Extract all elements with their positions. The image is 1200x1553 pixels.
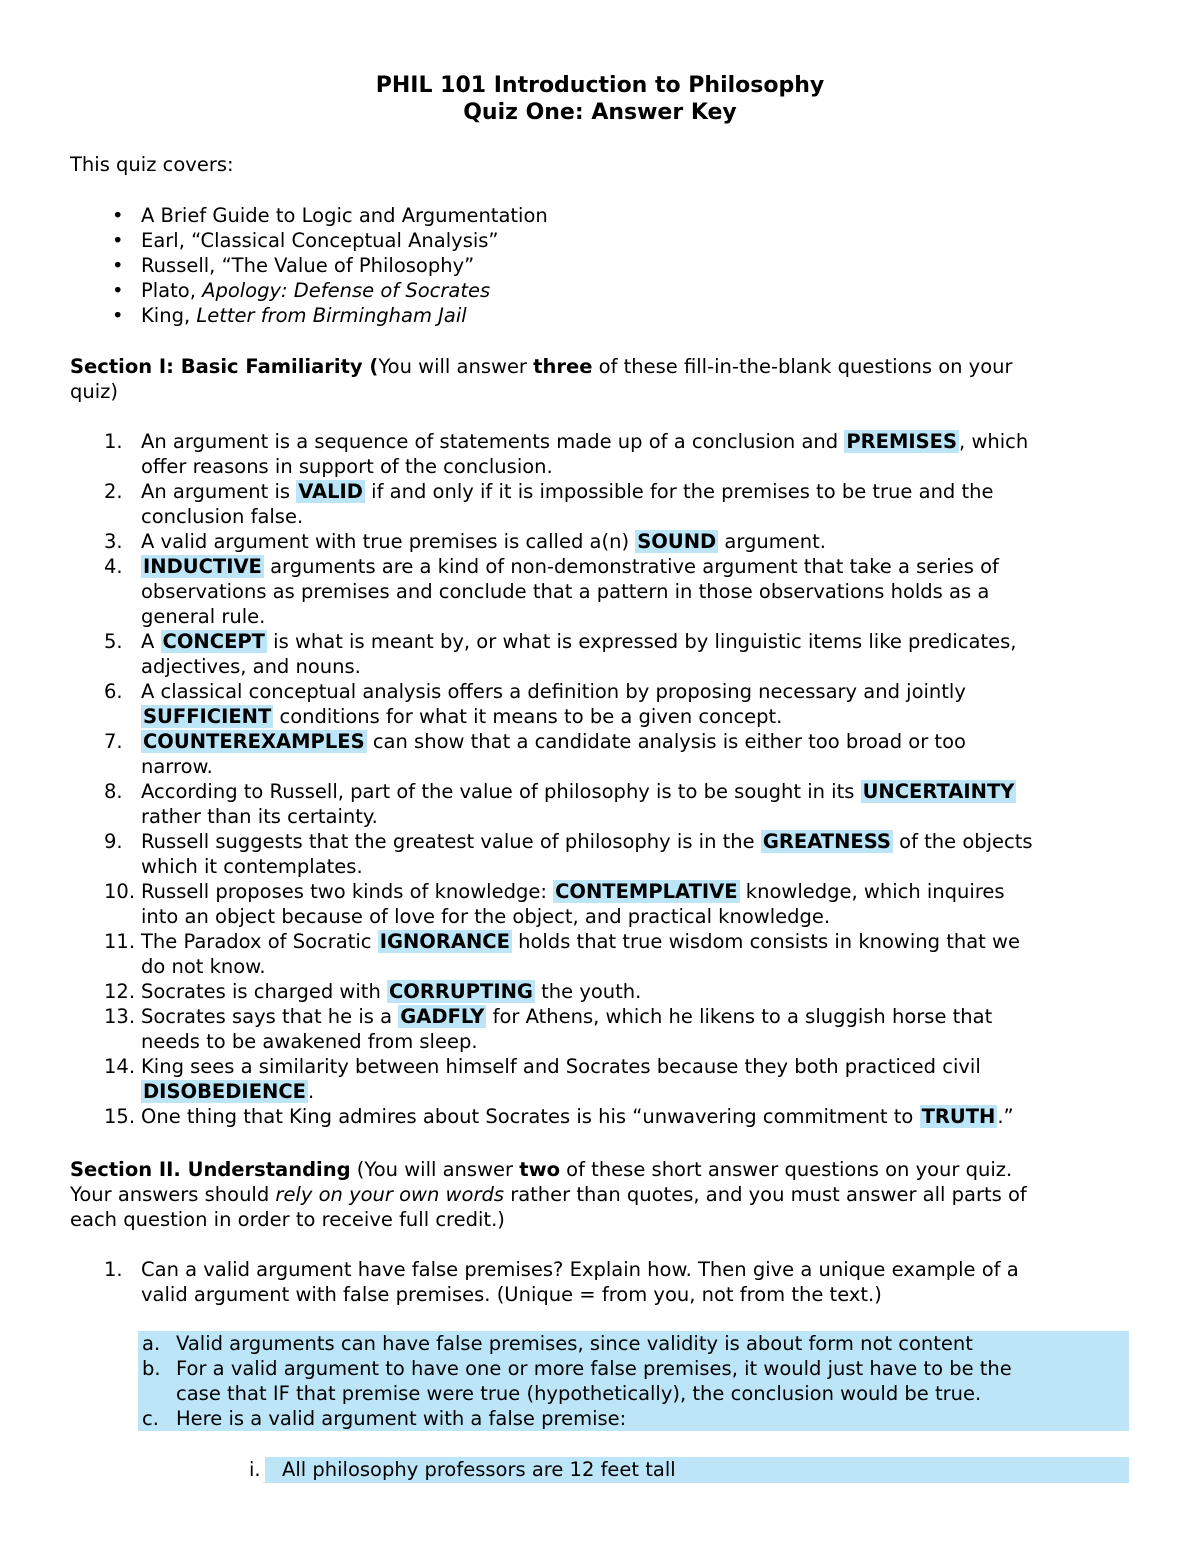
answer-item: a. Valid arguments can have false premises, since validity is about form not content: [142, 1332, 973, 1355]
answer-highlight: CONTEMPLATIVE: [555, 880, 738, 903]
section2-heading: Section II. Understanding (You will answer two of these short answer questions on your quiz.: [70, 1158, 1013, 1181]
doc-title: PHIL 101 Introduction to Philosophy: [375, 73, 825, 98]
answer-box: [138, 1331, 1129, 1431]
answer-highlight: TRUTH: [921, 1105, 996, 1128]
section2-q1-line1: Can a valid argument have false premises? Explain how. Then give a unique example of a: [141, 1258, 1019, 1281]
answer-highlight: UNCERTAINTY: [862, 780, 1015, 803]
question-item: 6. A classical conceptual analysis offers a definition by proposing necessary and jointly SUFFICIENT conditions for what it means to be a given concept.: [104, 680, 966, 728]
doc-subtitle: Quiz One: Answer Key: [463, 100, 737, 125]
answer-highlight: COUNTEREXAMPLES: [143, 730, 365, 753]
list-item: • Russell, “The Value of Philosophy”: [112, 253, 548, 278]
question-item: 9. Russell suggests that the greatest value of philosophy is in the GREATNESS of the objects which it contemplates.: [104, 830, 1033, 878]
answer-highlight: VALID: [298, 480, 363, 503]
section2-q1-number: 1.: [104, 1258, 123, 1281]
answer-highlight: GADFLY: [400, 1005, 485, 1028]
question-item: 14. King sees a similarity between himself and Socrates because they both practiced civil DISOBEDIENCE .: [104, 1055, 981, 1103]
list-item: • Plato, Apology: Defense of Socrates: [112, 278, 548, 303]
section2-q1-line2: valid argument with false premises. (Unique = from you, not from the text.): [141, 1283, 882, 1306]
section1-note-line2: quiz): [70, 380, 118, 403]
answer-highlight: IGNORANCE: [379, 930, 510, 953]
list-item: • King, Letter from Birmingham Jail: [112, 303, 548, 328]
answer-highlight: SUFFICIENT: [143, 705, 272, 728]
answer-highlight: CONCEPT: [162, 630, 265, 653]
question-item: 1. An argument is a sequence of statements made up of a conclusion and PREMISES , which offer reasons in support of the conclusion.: [104, 430, 1029, 478]
question-item: 15. One thing that King admires about Socrates is his “unwavering commitment to TRUTH .”: [104, 1105, 1014, 1128]
answer-item: c. Here is a valid argument with a false premise:: [142, 1407, 627, 1430]
answer-highlight: CORRUPTING: [389, 980, 533, 1003]
list-item: • Earl, “Classical Conceptual Analysis”: [112, 228, 548, 253]
sub-answer-text: All philosophy professors are 12 feet tall: [282, 1458, 676, 1481]
section1-questions: [70, 429, 1140, 1129]
intro-text: This quiz covers:: [70, 153, 234, 176]
answer-highlight: INDUCTIVE: [143, 555, 262, 578]
answer-item: b. For a valid argument to have one or more false premises, it would just have to be the case that IF that premise were true (hypothetically), the conclusion would be true.: [142, 1357, 1012, 1405]
question-item: 8. According to Russell, part of the value of philosophy is to be sought in its UNCERTAINTY rather than its certainty.: [104, 780, 1015, 828]
answer-highlight: SOUND: [637, 530, 717, 553]
question-item: 2. An argument is VALID if and only if it is impossible for the premises to be true and the conclusion false.: [104, 480, 994, 528]
list-item: • A Brief Guide to Logic and Argumentation: [112, 203, 548, 228]
sub-answer-box: [249, 1457, 1129, 1483]
question-item: 7. COUNTEREXAMPLES can show that a candidate analysis is either too broad or too narrow.: [104, 730, 966, 778]
section2-note-line2: Your answers should rely on your own words rather than quotes, and you must answer all parts of: [70, 1183, 1027, 1206]
answer-highlight: GREATNESS: [762, 830, 891, 853]
question-item: 12. Socrates is charged with CORRUPTING the youth.: [104, 980, 642, 1003]
question-item: 3. A valid argument with true premises is called a(n) SOUND argument.: [104, 530, 826, 553]
sub-answer-number: i.: [249, 1457, 265, 1482]
answer-highlight: PREMISES: [846, 430, 958, 453]
answer-highlight: DISOBEDIENCE: [143, 1080, 306, 1103]
question-item: 10. Russell proposes two kinds of knowledge: CONTEMPLATIVE knowledge, which inquires into an object because of love for the object, and practical knowledge.: [104, 880, 1005, 928]
question-item: 5. A CONCEPT is what is meant by, or what is expressed by linguistic items like predicates, adjectives, and nouns.: [104, 630, 1017, 678]
question-item: 11. The Paradox of Socratic IGNORANCE holds that true wisdom consists in knowing that we do not know.: [104, 930, 1020, 978]
covers-list: [112, 203, 548, 328]
section2-note-line3: each question in order to receive full credit.): [70, 1208, 505, 1231]
question-item: 4. INDUCTIVE arguments are a kind of non-demonstrative argument that take a series of observations as premises and conclude that a pattern in those observations holds as a general rule.: [104, 555, 999, 628]
section1-heading: Section I: Basic Familiarity (You will answer three of these fill-in-the-blank questions on your: [70, 355, 1013, 378]
question-item: 13. Socrates says that he is a GADFLY for Athens, which he likens to a sluggish horse that needs to be awakened from sleep.: [104, 1005, 993, 1053]
